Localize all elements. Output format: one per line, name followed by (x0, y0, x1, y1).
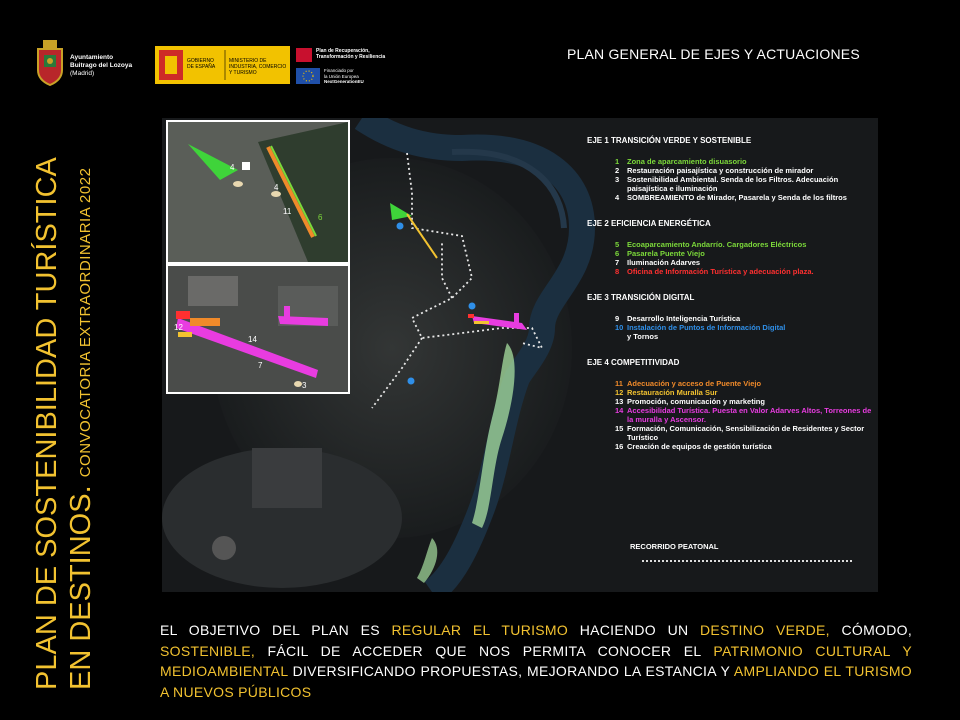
legend-item-number: 16 (615, 442, 624, 451)
eje-title: EJE 1 TRANSICIÓN VERDE Y SOSTENIBLE (587, 136, 752, 145)
legend-item-number: 9 (615, 314, 620, 323)
legend-item-text: Desarrollo Inteligencia Turística (627, 314, 741, 323)
page-title: PLAN GENERAL DE EJES Y ACTUACIONES (567, 46, 860, 62)
coat-of-arms-icon (34, 40, 66, 86)
highlight-text: AMPLIANDO EL TURISMO A NUEVOS PÚBLICOS (160, 663, 912, 700)
legend-item (615, 267, 877, 276)
legend-item (615, 175, 877, 193)
pedestrian-route-swatch (642, 560, 852, 562)
objective-text (160, 620, 912, 702)
eje-title: EJE 4 COMPETITIVIDAD (587, 358, 680, 367)
inset1-label: 4 (230, 163, 235, 172)
ayto-line1: Ayuntamiento (70, 54, 114, 61)
eje-title: EJE 3 TRANSICIÓN DIGITAL (587, 293, 695, 302)
legend-item-number: 7 (615, 258, 620, 267)
info-point-marker (397, 223, 404, 230)
gobierno-logo (155, 46, 290, 84)
eu-line1: Financiado por (324, 68, 354, 73)
legend-item-number: 14 (615, 406, 624, 415)
ministry-name: MINISTERIO DE INDUSTRIA, COMERCIO Y TURISMO (229, 58, 287, 76)
legend-item-text: Ecoaparcamiento Andarrío. Cargadores Eléctricos (627, 240, 807, 249)
inset1-label: 6 (318, 213, 323, 222)
legend-item (615, 442, 877, 451)
body-text: FÁCIL DE ACCEDER QUE NOS PERMITA CONOCER EL (255, 642, 714, 659)
inset1-label: 4 (274, 183, 279, 192)
ayto-line2: Buitrago del Lozoya (70, 62, 133, 69)
legend-item-number: 8 (615, 267, 620, 276)
legend-item-text: Iluminación Adarves (627, 258, 701, 267)
legend-item (615, 258, 877, 267)
inset-map-north (166, 120, 350, 264)
eje-block (587, 219, 877, 276)
legend-item (615, 388, 877, 397)
legend-item-text: Zona de aparcamiento disuasorio (627, 157, 747, 166)
vertical-title-line2: EN DESTINOS. (65, 485, 97, 690)
legend-item-text: SOMBREAMIENTO de Mirador, Pasarela y Senda de los filtros (627, 193, 847, 202)
body-text: DIVERSIFICANDO PROPUESTAS, MEJORANDO LA ESTANCIA Y (287, 663, 734, 679)
inset1-label: 11 (283, 207, 292, 216)
eu-line3: NextGenerationEU (324, 79, 364, 84)
prtr-logo (294, 46, 394, 86)
body-text: CÓMODO, (829, 622, 913, 638)
vertical-title (30, 115, 103, 690)
legend-item-text: Instalación de Puntos de Información Digital (627, 323, 786, 332)
legend-item-number: 13 (615, 397, 624, 406)
gobierno-name: GOBIERNO DE ESPAÑA (187, 58, 216, 70)
legend-item-text: Pasarela Puente Viejo (627, 249, 705, 258)
legend-item-text: Oficina de Información Turística y adecuación plaza. (627, 267, 814, 276)
legend-item (615, 379, 877, 388)
ayto-line3: (Madrid) (70, 70, 95, 77)
legend-item-number: 4 (615, 193, 620, 202)
legend (587, 134, 877, 468)
eje-block (587, 358, 877, 451)
vertical-title-line1: PLAN DE SOSTENIBILIDAD TURÍSTICA (31, 157, 63, 690)
info-point-marker (469, 303, 476, 310)
legend-item-number: 2 (615, 166, 620, 175)
legend-item-number: 5 (615, 240, 620, 249)
highlight-text: REGULAR EL TURISMO (391, 622, 569, 638)
legend-item (615, 249, 877, 258)
legend-item-extra: y Tornos (627, 332, 659, 341)
vertical-title-subtitle: CONVOCATORIA EXTRAORDINARIA 2022 (77, 167, 94, 478)
body-text: EL OBJETIVO DEL PLAN ES (160, 622, 392, 638)
eje-title: EJE 2 EFICIENCIA ENERGÉTICA (587, 219, 711, 228)
legend-item (615, 323, 877, 341)
legend-item-text: Creación de equipos de gestión turística (627, 442, 772, 451)
highlight-text: PATRIMONIO CULTURAL Y MEDIOAMBIENTAL (160, 642, 912, 679)
legend-item-text: Adecuación y acceso de Puente Viejo (627, 379, 762, 388)
legend-item (615, 406, 877, 424)
eje-block (587, 293, 877, 341)
legend-item (615, 314, 877, 323)
info-point-marker (408, 378, 415, 385)
inset2-label: 3 (302, 381, 307, 390)
legend-item (615, 193, 877, 202)
highlight-text: DESTINO VERDE, (700, 622, 830, 638)
eje-block (587, 136, 877, 202)
pedestrian-route-label: RECORRIDO PEATONAL (630, 542, 719, 551)
legend-item-text: Restauración Muralla Sur (627, 388, 718, 397)
legend-item (615, 397, 877, 406)
legend-item-number: 6 (615, 249, 620, 258)
aerial-map (162, 118, 878, 592)
legend-item-number: 11 (615, 379, 623, 388)
legend-item-text: Sostenibilidad Ambiental. Senda de los Filtros. Adecuación paisajística e iluminación (627, 175, 839, 193)
legend-item (615, 166, 877, 175)
inset2-label: 12 (174, 323, 183, 332)
inset2-label: 7 (258, 361, 263, 370)
body-text: HACIENDO UN (568, 622, 701, 638)
legend-item-text: Formación, Comunicación, Sensibilización de Residentes y Sector Turístico (627, 424, 865, 442)
legend-item-number: 10 (615, 323, 624, 332)
eu-line2: la Unión Europea (324, 73, 359, 79)
legend-item (615, 424, 877, 442)
legend-item-number: 1 (615, 157, 620, 166)
legend-item-text: Accesibilidad Turística. Puesta en Valor Adarves Altos, Torreones de la muralla y Ascensor. (627, 406, 872, 424)
legend-item (615, 157, 877, 166)
legend-item-text: Restauración paisajística y construcción de mirador (627, 166, 814, 175)
prtr-line1: Plan de Recuperación, (316, 48, 370, 54)
legend-item-number: 15 (615, 424, 624, 433)
inset-map-south (166, 264, 350, 394)
legend-item-text: Promoción, comunicación y marketing (627, 397, 765, 406)
legend-item-number: 3 (615, 175, 620, 184)
legend-item (615, 240, 877, 249)
highlight-text: SOSTENIBLE, (160, 642, 256, 659)
ayuntamiento-logo (34, 40, 154, 90)
inset2-label: 14 (248, 335, 257, 344)
prtr-line2: Transformación y Resiliencia (316, 54, 386, 60)
legend-item-number: 12 (615, 388, 624, 397)
